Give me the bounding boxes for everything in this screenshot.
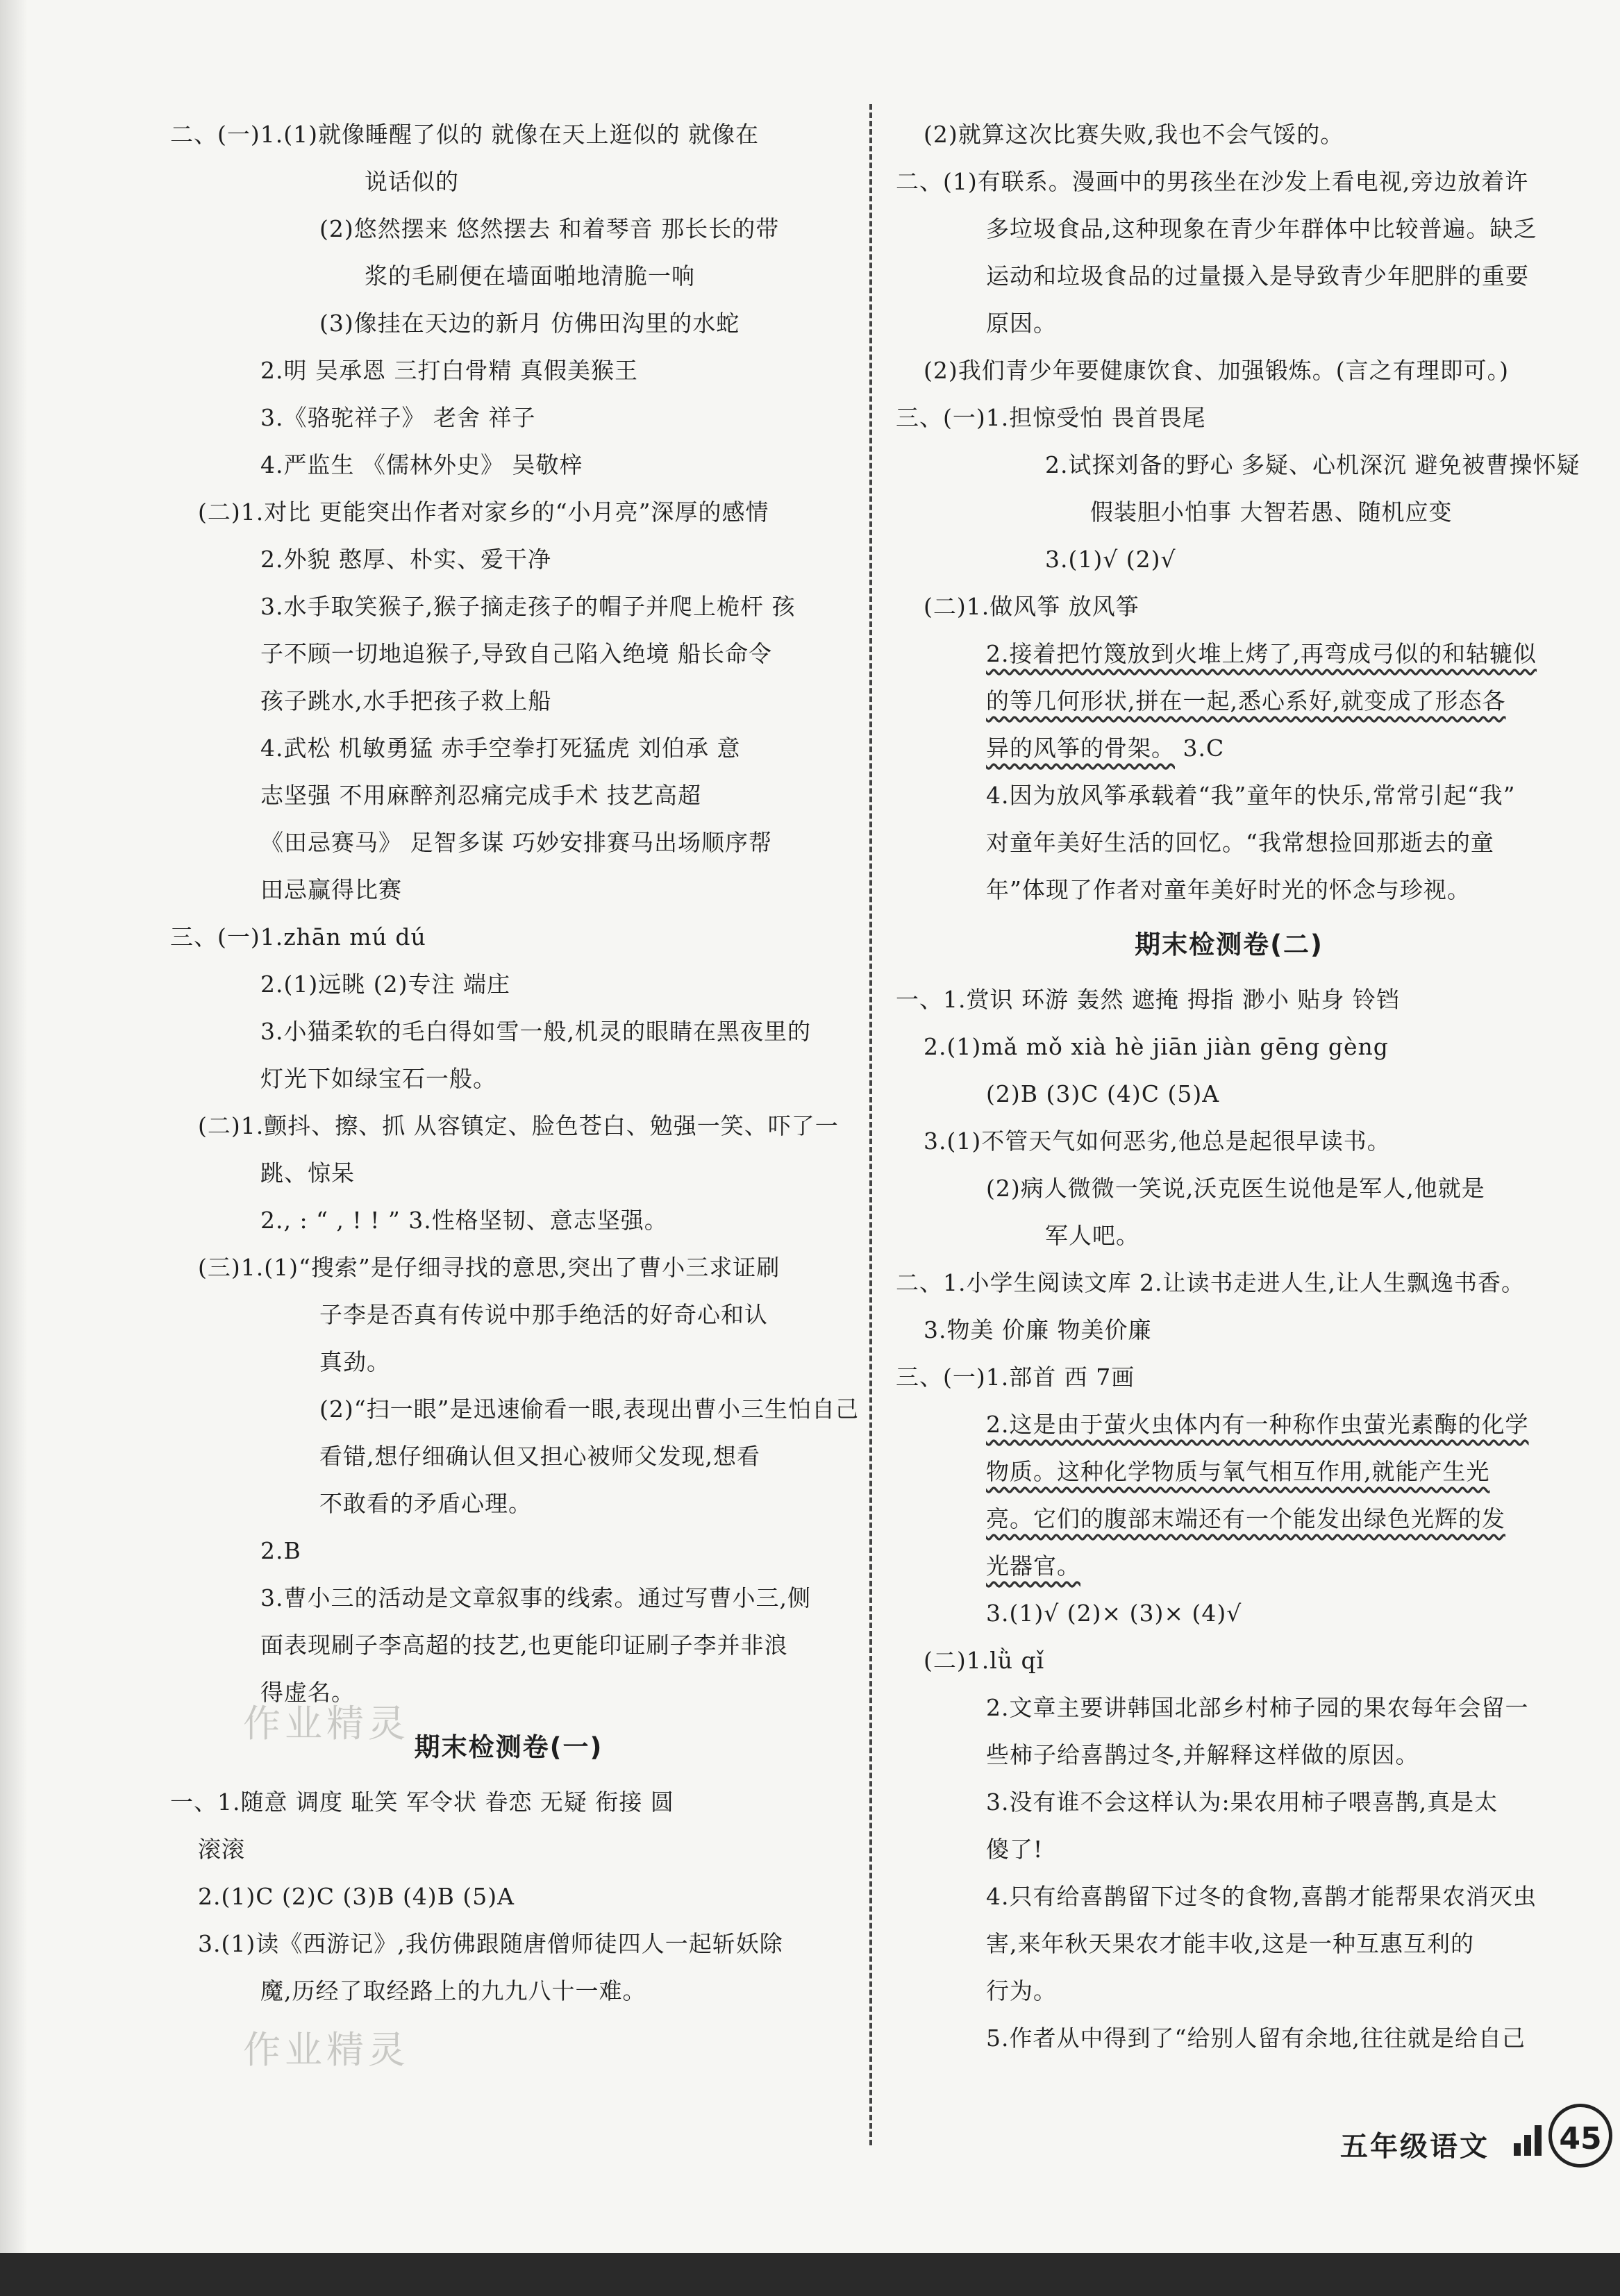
answer-line: 物质。这种化学物质与氧气相互作用,就能产生光 (986, 1458, 1490, 1485)
answer-line: 害,来年秋天果农才能丰收,这是一种互惠互利的 (986, 1930, 1474, 1957)
scan-bottom-edge (0, 2253, 1620, 2296)
answer-line: 一、1.随意 调度 耻笑 军令状 眷恋 无疑 衔接 圆 (170, 1788, 674, 1816)
answer-line: 3.没有谁不会这样认为:果农用柿子喂喜鹊,真是太 (986, 1788, 1498, 1816)
answer-line: 4.武松 机敏勇猛 赤手空拳打死猛虎 刘伯承 意 (260, 735, 741, 762)
page-number: 45 (1548, 2104, 1612, 2168)
answer-line: 3.(1)读《西游记》,我仿佛跟随唐僧师徒四人一起斩妖除 (198, 1930, 783, 1957)
answer-line: 二、(一)1.(1)就像睡醒了似的 就像在天上逛似的 就像在 (170, 121, 759, 148)
answer-line: 3.物美 价廉 物美价廉 (924, 1316, 1152, 1343)
answer-line: 2.(1)C (2)C (3)B (4)B (5)A (198, 1883, 515, 1910)
answer-line: 三、(一)1.担惊受怕 畏首畏尾 (896, 404, 1206, 431)
answer-line: 面表现刷子李高超的技艺,也更能印证刷子李并非浪 (260, 1632, 788, 1659)
answer-line: 二、1.小学生阅读文库 2.让读书走进人生,让人生飘逸书香。 (896, 1269, 1525, 1296)
answer-line: (二)1.做风筝 放风筝 (924, 593, 1139, 620)
answer-line: 2.文章主要讲韩国北部乡村柿子园的果农每年会留一 (986, 1694, 1529, 1721)
answer-line: 孩子跳水,水手把孩子救上船 (260, 687, 552, 714)
answer-line: (三)1.(1)“搜索”是仔细寻找的意思,突出了曹小三求证刷 (198, 1254, 780, 1281)
answer-line: 志坚强 不用麻醉剂忍痛完成手术 技艺高超 (260, 782, 701, 809)
answer-line: 子李是否真有传说中那手绝活的好奇心和认 (319, 1301, 768, 1328)
left-column (170, 111, 859, 2015)
answer-line: (二)1.lǜ qǐ (924, 1647, 1045, 1674)
answer-line: 2., : “ , ! ! ” 3.性格坚韧、意志坚强。 (260, 1207, 668, 1234)
answer-line: (2)悠然摆来 悠然摆去 和着琴音 那长长的带 (319, 215, 780, 242)
answer-line: 假装胆小怕事 大智若愚、随机应变 (1090, 498, 1453, 526)
answer-line: (2)病人微微一笑说,沃克医生说他是军人,他就是 (986, 1175, 1485, 1202)
answer-line: 亮。它们的腹部末端还有一个能发出绿色光辉的发 (986, 1505, 1505, 1532)
answer-line: 《田忌赛马》 足智多谋 巧妙安排赛马出场顺序帮 (260, 829, 772, 856)
right-column (896, 111, 1580, 2062)
section-title: 期末检测卷(二) (1135, 930, 1323, 960)
answer-line: (3)像挂在天边的新月 仿佛田沟里的水蛇 (319, 310, 740, 337)
answer-line: 2.B (260, 1537, 301, 1564)
answer-line: 军人吧。 (1045, 1222, 1139, 1249)
section-title: 期末检测卷(一) (414, 1732, 603, 1762)
answer-line: 2.(1)远眺 (2)专注 端庄 (260, 971, 510, 998)
answer-line: 4.因为放风筝承载着“我”童年的快乐,常常引起“我” (986, 782, 1516, 809)
answer-line: (二)1.对比 更能突出作者对家乡的“小月亮”深厚的感情 (198, 498, 769, 526)
underlined-segment: 异的风筝的骨架。 (986, 735, 1175, 762)
answer-line: 3.《骆驼祥子》 老舍 祥子 (260, 404, 536, 431)
answer-line: 一、1.赏识 环游 轰然 遮掩 拇指 渺小 贴身 铃铛 (896, 986, 1400, 1013)
answer-line: 滚滚 (198, 1836, 245, 1863)
answer-line: 运动和垃圾食品的过量摄入是导致青少年肥胖的重要 (986, 262, 1529, 290)
answer-line: 魔,历经了取经路上的九九八十一难。 (260, 1977, 646, 2004)
answer-line: 田忌赢得比赛 (260, 876, 402, 903)
answer-line: 3.水手取笑猴子,猴子摘走孩子的帽子并爬上桅杆 孩 (260, 593, 796, 620)
answer-line: (2)“扫一眼”是迅速偷看一眼,表现出曹小三生怕自己 (319, 1396, 859, 1423)
answer-line: 年”体现了作者对童年美好时光的怀念与珍视。 (986, 876, 1471, 903)
answer-line: 三、(一)1.部首 西 7画 (896, 1364, 1135, 1391)
answer-line: 三、(一)1.zhān mú dú (170, 923, 426, 950)
answer-line: 2.外貌 憨厚、朴实、爱干净 (260, 546, 551, 573)
answer-line: 看错,想仔细确认但又担心被师父发现,想看 (319, 1443, 760, 1470)
answer-line: 5.作者从中得到了“给别人留有余地,往往就是给自己 (986, 2025, 1526, 2052)
watermark-2: 作业精灵 (243, 2028, 410, 2072)
answer-line: 2.接着把竹篾放到火堆上烤了,再弯成弓似的和轱辘似 (986, 640, 1537, 667)
answer-line: 3.(1)不管天气如何恶劣,他总是起很早读书。 (924, 1128, 1391, 1155)
answer-line: 傻了! (986, 1836, 1044, 1863)
answer-line: (二)1.颤抖、擦、抓 从容镇定、脸色苍白、勉强一笑、吓了一 (198, 1112, 839, 1139)
answer-line: 3.曹小三的活动是文章叙事的线索。通过写曹小三,侧 (260, 1584, 811, 1611)
answer-line: 3.(1)√ (2)√ (1045, 546, 1176, 573)
answer-line: 说话似的 (365, 168, 459, 195)
answer-line: 4.只有给喜鹊留下过冬的食物,喜鹊才能帮果农消灭虫 (986, 1883, 1537, 1910)
answer-line: 异的风筝的骨架。 3.C (986, 735, 1225, 762)
answer-line: 不敢看的矛盾心理。 (319, 1490, 532, 1517)
answer-line: 2.(1)mǎ mǒ xià hè jiān jiàn gēng gèng (924, 1033, 1389, 1060)
answer-line: 浆的毛刷便在墙面啪地清脆一响 (365, 262, 695, 290)
page-left-shadow (0, 0, 28, 2253)
answer-line: 子不顾一切地追猴子,导致自己陷入绝境 船长命令 (260, 640, 772, 667)
signal-bars-icon (1514, 2125, 1545, 2156)
answer-line: 2.明 吴承恩 三打白骨精 真假美猴王 (260, 357, 638, 384)
answer-line: 光器官。 (986, 1552, 1080, 1579)
answer-line: 对童年美好生活的回忆。“我常想捡回那逝去的童 (986, 829, 1494, 856)
footer-grade-label: 五年级语文 (1340, 2131, 1489, 2163)
answer-line: 灯光下如绿宝石一般。 (260, 1065, 496, 1092)
answer-line: 原因。 (986, 310, 1057, 337)
answer-line: 行为。 (986, 1977, 1057, 2004)
answer-line: (2)B (3)C (4)C (5)A (986, 1080, 1220, 1107)
answer-line: 的等几何形状,拼在一起,悉心系好,就变成了形态各 (986, 687, 1506, 714)
answer-line: (2)就算这次比赛失败,我也不会气馁的。 (924, 121, 1344, 148)
answer-line: 些柿子给喜鹊过冬,并解释这样做的原因。 (986, 1741, 1419, 1768)
answer-line: 多垃圾食品,这种现象在青少年群体中比较普遍。缺乏 (986, 215, 1537, 242)
answer-line: 得虚名。 (260, 1679, 355, 1706)
answer-line: 2.这是由于萤火虫体内有一种称作虫萤光素酶的化学 (986, 1411, 1529, 1438)
answer-line: 3.(1)√ (2)× (3)× (4)√ (986, 1600, 1242, 1627)
answer-line: 4.严监生 《儒林外史》 吴敬梓 (260, 451, 583, 478)
answer-line: (2)我们青少年要健康饮食、加强锻炼。(言之有理即可。) (924, 357, 1509, 384)
answer-line: 真劲。 (319, 1348, 390, 1375)
watermark-1: 作业精灵 (243, 1702, 410, 1745)
answer-line: 跳、惊呆 (260, 1159, 355, 1187)
answer-line: 二、(1)有联系。漫画中的男孩坐在沙发上看电视,旁边放着许 (896, 168, 1529, 195)
column-divider (869, 104, 872, 2145)
answer-line: 2.试探刘备的野心 多疑、心机深沉 避免被曹操怀疑 (1045, 451, 1580, 478)
answer-line: 3.小猫柔软的毛白得如雪一般,机灵的眼睛在黑夜里的 (260, 1018, 811, 1045)
